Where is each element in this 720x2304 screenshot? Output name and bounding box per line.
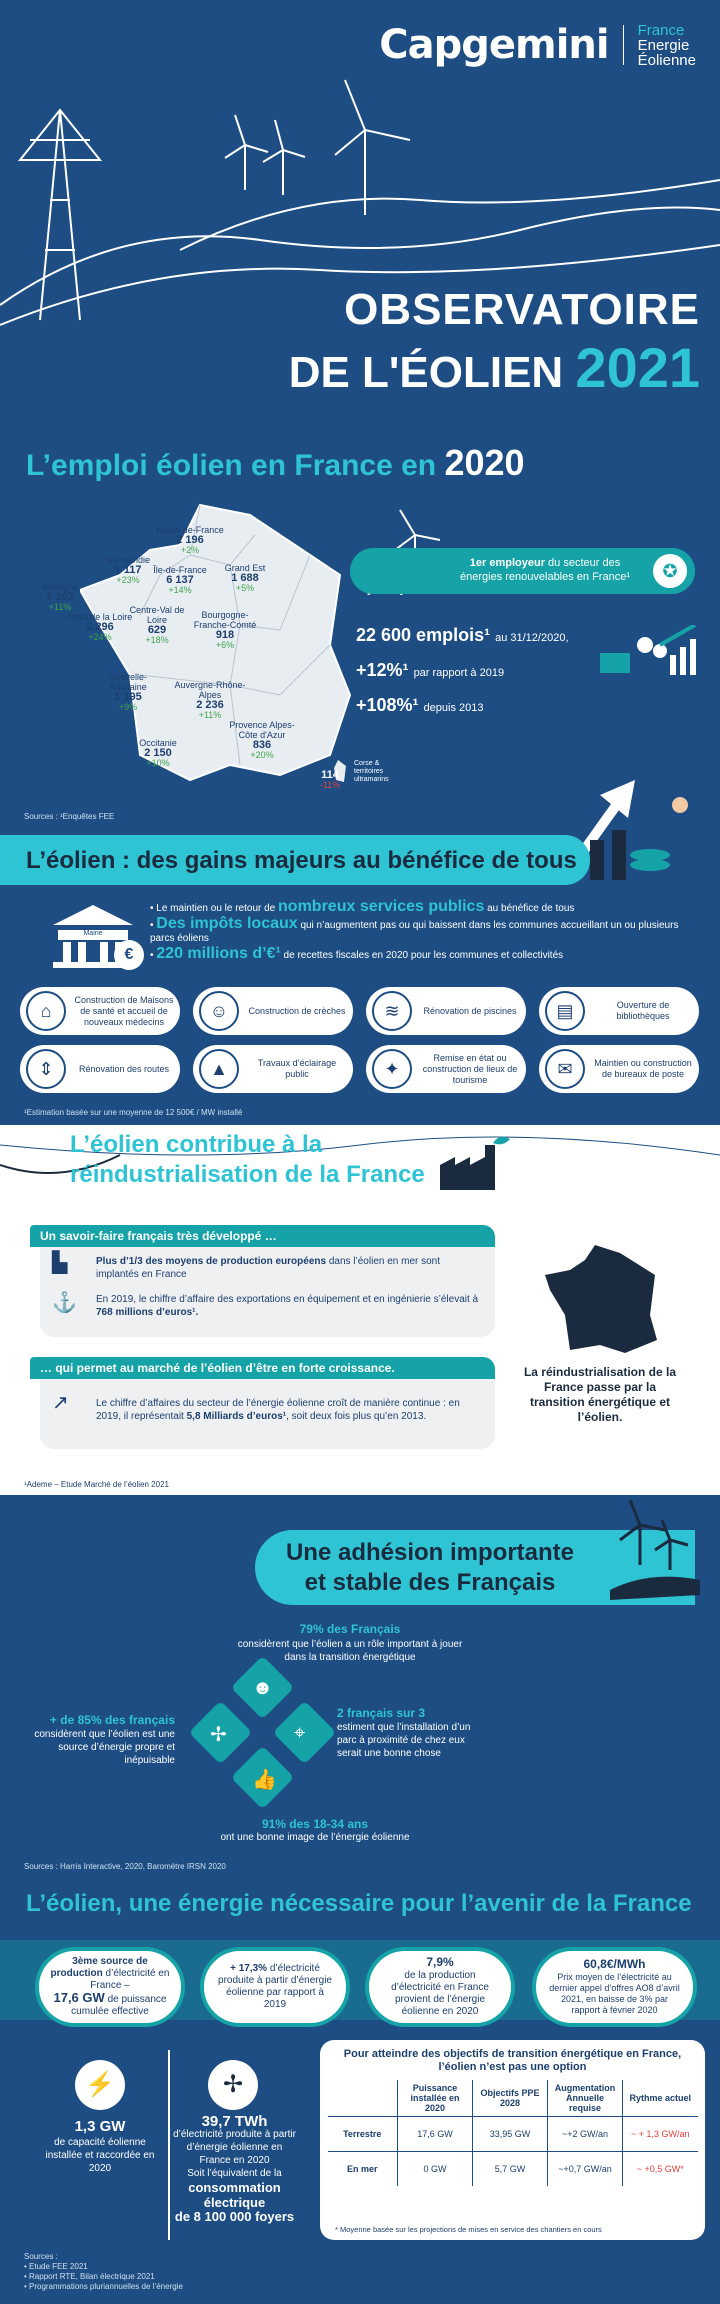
reindus-section	[0, 1125, 720, 1495]
region-label: Nouvelle-Aquitaine 1 195 +9%	[108, 672, 148, 712]
adhesion-top-head: 79% des Français	[299, 1622, 401, 1636]
gain-bullet-2: • Des impôts locaux qui n’augmentent pas ou qui baissent dans les communes accueillant un ou plusieurs parcs éoliens	[150, 915, 679, 944]
region-label: Provence Alpes-Côte d'Azur 836 +20%	[229, 720, 295, 760]
hand-turbine-icon	[600, 1495, 710, 1605]
table-header: Augmentation Annuelle requise	[548, 2080, 623, 2117]
fee-logo: France Energie Éolienne	[637, 21, 696, 69]
reindus-side-text: La réindustrialisation de la France passe par la transition énergétique et l’éolien.	[523, 1365, 677, 1424]
money-bag-icon: €	[114, 940, 144, 970]
hero-year: 2021	[575, 336, 700, 399]
stat-third-source: 3ème source de production d’électricité en France – 17,6 GW de puissance cumulée effective	[35, 1947, 185, 2027]
gains-title-bar: L’éolien : des gains majeurs au bénéfice de tous	[0, 835, 590, 885]
logo-divider	[623, 25, 624, 65]
column-divider	[168, 2050, 170, 2240]
region-label: Bourgogne-Franche-Comté 918 +6%	[193, 610, 257, 650]
table-cell: 5,7 GW	[473, 2152, 548, 2187]
town-hall-icon: Mairie	[48, 900, 138, 970]
pool-icon: ≋	[372, 991, 412, 1031]
pylon-icon: ⚡	[75, 2060, 125, 2110]
table-row	[328, 2152, 698, 2187]
adhesion-bottom-head: 91% des 18-34 ans	[261, 1817, 369, 1831]
hero-title-line1: OBSERVATOIRE	[344, 285, 700, 334]
service-card: ▤ Ouverture de bibliothèques	[539, 987, 699, 1035]
factory-icon	[435, 1135, 515, 1195]
box1-export-icon: ⚓	[52, 1292, 77, 1314]
box2-body: ↗ Le chiffre d’affaires du secteur de l’énergie éolienne croît de manière continue : en 2019, il représentait 5,8 Milliards d’euros¹, soit deux fois plus qu’en 2013.	[40, 1379, 495, 1449]
table-cell: 33,95 GW	[473, 2117, 548, 2152]
adhesion-title-bar: Une adhésion importante et stable des Français	[255, 1530, 695, 1605]
gain-bullet-3: • 220 millions d’€¹ de recettes fiscales en 2020 pour les communes et collectivités	[150, 945, 564, 962]
emploi-title: L’emploi éolien en France en 2020	[26, 442, 525, 483]
region-label: Pays de la Loire 2 296 +24%	[67, 612, 133, 642]
table-cell: ~ +0,5 GW*	[636, 2164, 684, 2174]
box1-factory-icon: ▙	[52, 1252, 68, 1274]
service-card: ⌂ Construction de Maisons de santé et accueil de nouveaux médecins	[20, 987, 180, 1035]
award-icon: ✪	[653, 554, 687, 588]
adhesion-bottom-text: ont une bonne image de l’énergie éolienne	[220, 1832, 410, 1843]
service-card: ✉ Maintien ou construction de bureaux de poste	[539, 1045, 699, 1093]
box1-title: Un savoir-faire français très développé …	[30, 1225, 495, 1247]
region-label: Bretagne 1 102 +11%	[41, 582, 79, 612]
box2-growth-icon: ↗	[52, 1392, 69, 1414]
service-card: ☺ Construction de crèches	[193, 987, 353, 1035]
landscape-icon: ▲	[199, 1049, 239, 1089]
ppe-table	[328, 2080, 698, 2186]
first-employer-pill: 1er employeur du secteur des énergies renouvelables en France¹ ✪	[350, 548, 695, 594]
avenir-sources: Sources : • Etude FEE 2021 • Rapport RTE, Bilan électrique 2021 • Programmations pluriannuelles de l’énergie	[24, 2252, 183, 2291]
box2-title: … qui permet au marché de l’éolien d’être en forte croissance.	[30, 1357, 495, 1379]
book-icon: ▤	[545, 991, 585, 1031]
child-icon: ☺	[199, 991, 239, 1031]
stat-production-share: 7,9% de la production d’électricité en France provient de l’énergie éolienne en 2020	[365, 1947, 515, 2027]
gain-bullet-1: • Le maintien ou le retour de nombreux services publics au bénéfice de tous	[150, 898, 575, 915]
table-cell: Terrestre	[328, 2117, 398, 2152]
capacity-text: de capacité éolienne installée et raccordée en 2020	[45, 2137, 155, 2174]
box1-body: ▙ Plus d’1/3 des moyens de production européens dans l’éolien en mer sont implantés en France ⚓ En 2019, le chiffre d’affaire des exportations en équipement et en ingénierie s’élevait à 768 millions d’euros¹.	[40, 1247, 495, 1337]
table-cell: ~+2 GW/an	[548, 2117, 623, 2152]
growth-2019: +12%¹ par rapport à 2019	[356, 660, 505, 680]
adhesion-top-text: considèrent que l’éolien a un rôle important à jouer dans la transition énergétique	[237, 1639, 463, 1663]
capgemini-logo: Capgemini	[379, 22, 609, 68]
region-label: Hauts-de-France 2 196 +2%	[156, 525, 224, 555]
table-header: Objectifs PPE 2028	[473, 2080, 548, 2117]
gains-bullets	[150, 900, 680, 962]
table-cell: 17,6 GW	[398, 2117, 473, 2152]
table-cell: 0 GW	[398, 2152, 473, 2187]
mail-icon: ✉	[545, 1049, 585, 1089]
region-label: Île-de-France 6 137 +14%	[153, 565, 207, 595]
region-corse-name: Corse & territoires ultramarins	[354, 760, 389, 783]
capacity-value: 1,3 GW	[74, 2118, 126, 2135]
service-card: ≋ Rénovation de piscines	[366, 987, 526, 1035]
service-card: ▲ Travaux d’éclairage public	[193, 1045, 353, 1093]
lightbulb-icon: ✦	[372, 1049, 412, 1089]
hero-title-line2: DE L'ÉOLIEN 2021	[288, 336, 700, 399]
region-label: Occitanie 2 150 +10%	[139, 738, 177, 768]
medical-house-icon: ⌂	[26, 991, 66, 1031]
table-cell: ~+0,7 GW/an	[548, 2152, 623, 2187]
table-cell: ~ + 1,3 GW/an	[623, 2117, 698, 2152]
adhesion-left-text: considèrent que l’éolien est une source d’énergie propre et inépuisable	[34, 1729, 175, 1766]
table-header: Puissance installée en 2020	[398, 2080, 473, 2117]
region-label: Auvergne-Rhône-Alpes 2 236 +11%	[174, 680, 246, 720]
adhesion-diamonds: ☻ ✢ ⌖ 👍	[190, 1665, 340, 1815]
header-logos	[379, 22, 696, 68]
region-label: Grand Est 1 688 +5%	[224, 563, 266, 593]
growth-chart-icon	[600, 625, 700, 685]
growth-2013: +108%¹ depuis 2013	[356, 695, 484, 715]
france-dark-map	[545, 1245, 665, 1355]
adhesion-right-text: estiment que l’installation d’un parc à proximité de chez eux serait une bonne chose	[337, 1722, 471, 1759]
reindus-title: L’éolien contribue à la réindustrialisation de la France	[70, 1131, 425, 1188]
production-block: 39,7 TWh d’électricité produite à partir d’énergie éolienne en France en 2020 Soit l’équivalent de la consommation électrique de 8 100 000 foyers	[173, 2113, 296, 2224]
avenir-title: L’éolien, une énergie nécessaire pour l’avenir de la France	[26, 1890, 692, 1917]
adhesion-right-head: 2 français sur 3	[337, 1706, 426, 1720]
table-header: Rythme actuel	[623, 2080, 698, 2117]
table-footnote: * Moyenne basée sur les projections de mises en service des chantiers en cours	[335, 2225, 602, 2234]
gains-note: ¹Estimation basée sur une moyenne de 12 500€ / MW installé	[24, 1108, 243, 1117]
region-label: Normandie 1 117 +23%	[105, 555, 151, 585]
stat-production-growth: + 17,3% d’électricité produite à partir d’énergie éolienne par rapport à 2019	[200, 1947, 350, 2027]
emploi-source: Sources : ¹Enquêtes FEE	[24, 812, 115, 821]
table-cell: En mer	[328, 2152, 398, 2187]
region-label: Centre-Val de Loire 629 +18%	[129, 605, 185, 645]
region-label: 114 -11%	[319, 769, 341, 790]
service-card: ⇕ Rénovation des routes	[20, 1045, 180, 1093]
stat-price: 60,8€/MWh Prix moyen de l’électricité au dernier appel d’offres AO8 d’avril 2021, en baisse de 3% par rapport à février 2020	[532, 1947, 697, 2027]
service-card: ✦ Remise en état ou construction de lieux de tourisme	[366, 1045, 526, 1093]
adhesion-source: Sources : Harris Interactive, 2020, Baromètre IRSN 2020	[24, 1862, 226, 1871]
ppe-table-card: Pour atteindre des objectifs de transition énergétique en France, l’éolien n’est pas une option Puissance installée en 2020 Objectifs PPE 2028 Augmentation Annuelle requise Rythme actuel Terrestre 17,6 GW 33,95 GW ~+2 GW/an ~ + 1,3 GW/an En mer 0 GW 5,7 GW ~+0,7 GW/an ~ +0,5 GW* * Moyenne basée sur les projections de mises en service des chantiers en cours	[320, 2040, 705, 2240]
turbine-circle-icon: ✢	[208, 2060, 258, 2110]
reindus-source: ¹Ademe – Etude Marché de l’éolien 2021	[24, 1480, 169, 1489]
table-row	[328, 2117, 698, 2152]
road-icon: ⇕	[26, 1049, 66, 1089]
jobs-count: 22 600 emplois¹ au 31/12/2020,	[356, 625, 569, 645]
adhesion-left-head: + de 85% des français	[49, 1713, 175, 1727]
table-header	[328, 2080, 398, 2117]
